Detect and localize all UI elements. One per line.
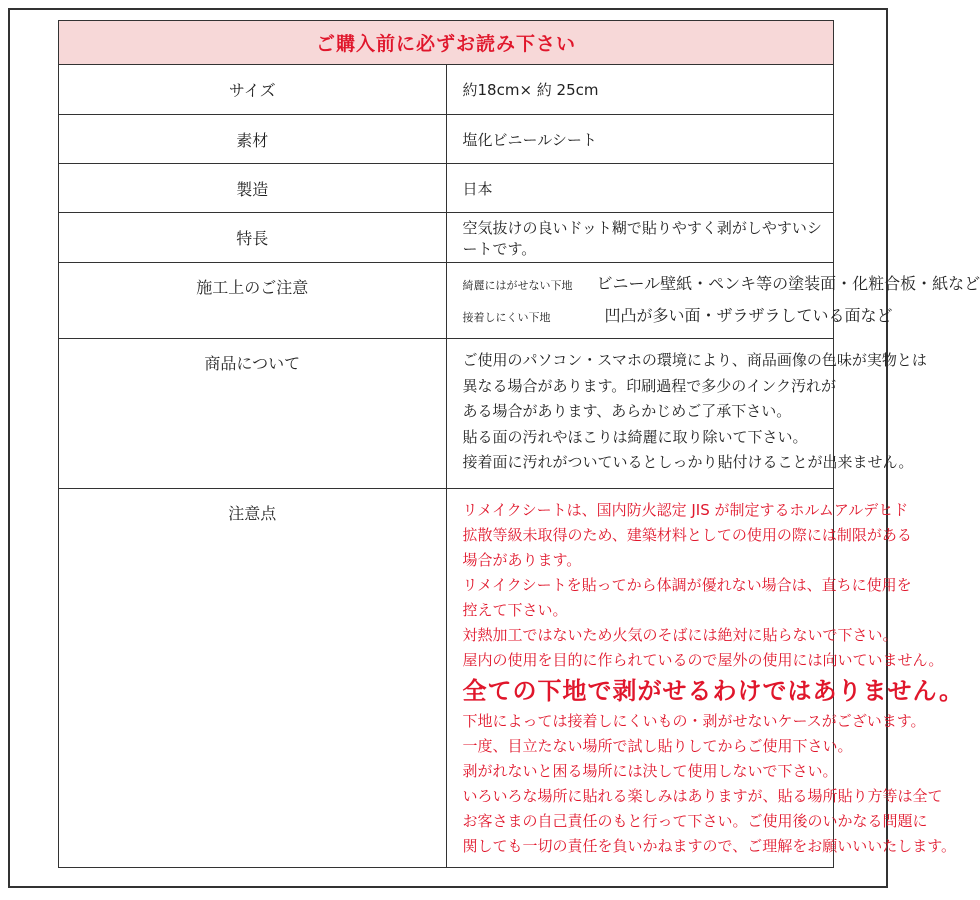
notes-line: リメイクシートを貼ってから体調が優れない場合は、直ちに使用を <box>462 576 912 594</box>
feature-label: 特長 <box>59 213 447 263</box>
caution-item <box>462 269 980 301</box>
material-label: 素材 <box>59 115 447 164</box>
notes-label: 注意点 <box>59 489 447 868</box>
notes-line: 対熱加工ではないため火気のそばには絶対に貼らないで下さい。 <box>462 626 898 644</box>
caution-row <box>59 263 834 339</box>
notes-line: 拡散等級未取得のため、建築材料としての使用の際には制限がある <box>462 526 912 544</box>
notice-table <box>58 20 980 868</box>
notes-line: 控えて下さい。 <box>462 601 568 619</box>
caution-item-type: 綺麗にはがせない下地 <box>462 278 573 292</box>
notes-line: 屋内の使用を目的に作られているので屋外の使用には向いていません。 <box>462 651 944 669</box>
size-value: 約18cm× 約 25cm <box>446 65 834 115</box>
origin-label: 製造 <box>59 164 447 213</box>
caution-content <box>446 263 980 339</box>
spec-row-feature <box>59 213 834 263</box>
notes-line: リメイクシートは、国内防火認定 JIS が制定するホルムアルデヒド <box>462 501 909 519</box>
notes-content <box>446 489 964 868</box>
notes-line: 関しても一切の責任を負いかねますので、ご理解をお願いいいたします。 <box>462 837 957 855</box>
caution-item-text: ビニール壁紙・ペンキ等の塗装面・化粧合板・紙など <box>596 273 980 293</box>
notes-row <box>59 489 834 868</box>
material-value: 塩化ビニールシート <box>446 115 834 164</box>
notes-line: 剥がれないと困る場所には決して使用しないで下さい。 <box>462 762 838 780</box>
notes-line: いろいろな場所に貼れる楽しみはありますが、貼る場所貼り方等は全て <box>462 787 943 805</box>
spec-row-material <box>59 115 834 164</box>
origin-value: 日本 <box>446 164 834 213</box>
product-row <box>59 339 834 489</box>
title-row <box>59 21 834 65</box>
caution-label: 施工上のご注意 <box>59 263 447 339</box>
size-label: サイズ <box>59 65 447 115</box>
product-line: 接着面に汚れがついているとしっかり貼付けることが出来ません。 <box>462 453 914 471</box>
spec-row-origin <box>59 164 834 213</box>
feature-value: 空気抜けの良いドット糊で貼りやすく剥がしやすいシートです。 <box>446 213 834 263</box>
product-line: 貼る面の汚れやほこりは綺麗に取り除いて下さい。 <box>462 427 808 446</box>
notes-line: 場合があります。 <box>462 551 582 569</box>
spec-row-size <box>59 65 834 115</box>
notes-line: 下地によっては接着しにくいもの・剥がせないケースがございます。 <box>462 712 926 730</box>
product-line: ある場合があります、あらかじめご了承下さい。 <box>462 402 792 420</box>
caution-item-type: 接着しにくい下地 <box>462 310 551 324</box>
product-content <box>446 339 927 489</box>
product-line: 異なる場合があります。印刷過程で多少のインク汚れが <box>462 376 837 395</box>
notes-line: 一度、目立たない場所で試し貼りしてからご使用下さい。 <box>462 737 853 755</box>
caution-item-text: 凹凸が多い面・ザラザラしている面など <box>604 305 893 325</box>
notes-emphasis: 全ての下地で剥がせるわけではありません。 <box>462 677 964 705</box>
caution-item <box>462 301 893 333</box>
page-title: ご購入前に必ずお読み下さい <box>59 21 834 65</box>
product-line: ご使用のパソコン・スマホの環境により、商品画像の色味が実物とは <box>462 351 927 369</box>
product-label: 商品について <box>59 339 447 489</box>
notes-line: お客さまの自己責任のもと行って下さい。ご使用後のいかなる問題に <box>462 812 928 830</box>
